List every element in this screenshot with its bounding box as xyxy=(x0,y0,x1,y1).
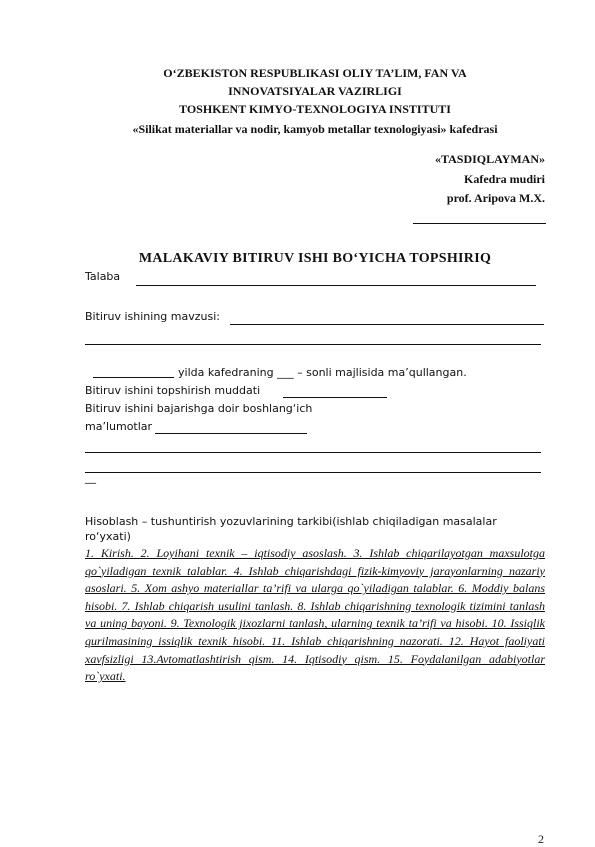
year-field[interactable] xyxy=(93,377,174,378)
student-label: Talaba xyxy=(85,270,121,283)
approval-meeting-text: yilda kafedraning ___ – sonli majlisida ma’qullangan. xyxy=(178,366,467,379)
task-list-paragraph: 1. Kirish. 2. Loyihani texnik – iqtisodiy asoslash. 3. Ishlab chiqarilayotgan maxsulotga qo`yiladigan texnik talablar. 4. Ishlab chiqarishdagi fizik-kimyoviy jarayonlarning nazariy asoslari. 5. Xom ashyo materiallar ta’rifi va ularga qo`yiladigan talablar. 6. Moddiy balans hisobi. 7. Ishlab chiqarish usulini tanlash. 8. Ishlab chiqarishning texnologik tizimini tanlash va uning bayoni. 9. Texnologik jixozlarni tanlash, ularning texnik ta’rifi va hisobi. 10. Issiqlik qurilmasining issiqlik texnik hisobi. 11. Ishlab chiqarishning nazorati. 12. Hayot faoliyati xavfsizligi 13.Avtomatlashtirish qism. 14. Iqtisodiy qism. 15. Foydalanilgan adabiyotlar ro`yxati. xyxy=(85,546,545,684)
deadline-field[interactable] xyxy=(283,397,387,398)
approval-person: prof. Aripova M.X. xyxy=(446,191,545,205)
ministry-title-line2: INNOVATSIYALAR VAZIRLIGI xyxy=(228,84,402,98)
topic-label: Bitiruv ishining mavzusi: xyxy=(85,310,220,323)
calc-notes-label-line2: ro‘yxati) xyxy=(85,530,131,543)
institute-title: TOSHKENT KIMYO-TEXNOLOGIYA INSTITUTI xyxy=(179,102,451,116)
topic-field-line2[interactable] xyxy=(85,344,541,345)
initial-data-field-line3[interactable] xyxy=(85,472,541,473)
initial-data-label-line2: ma’lumotlar xyxy=(85,420,153,433)
topic-field-line1[interactable] xyxy=(230,324,544,325)
initial-data-label-line1: Bitiruv ishini bajarishga doir boshlang‘ich xyxy=(85,402,313,415)
ministry-title-line1: O‘ZBEKISTON RESPUBLIKASI OLIY TA’LIM, FAN VA xyxy=(163,66,467,80)
initial-data-field-line2[interactable] xyxy=(85,452,541,453)
deadline-label: Bitiruv ishini topshirish muddati xyxy=(85,384,261,397)
page-number: 2 xyxy=(538,832,544,846)
document-title: MALAKAVIY BITIRUV ISHI BO‘YICHA TOPSHIRIQ xyxy=(138,251,492,266)
initial-data-field-line1[interactable] xyxy=(155,433,307,434)
student-name-field[interactable] xyxy=(136,285,536,286)
trailing-underscores: __ xyxy=(85,471,96,484)
calc-notes-label-line1: Hisoblash – tushuntirish yozuvlarining tarkibi(ishlab chiqiladigan masalalar xyxy=(85,515,497,528)
department-title: «Silikat materiallar va nodir, kamyob metallar texnologiyasi» kafedrasi xyxy=(132,122,498,136)
approval-signature-line[interactable] xyxy=(413,223,546,224)
approval-heading: «TASDIQLAYMAN» xyxy=(434,152,545,166)
approval-role: Kafedra mudiri xyxy=(464,172,545,186)
